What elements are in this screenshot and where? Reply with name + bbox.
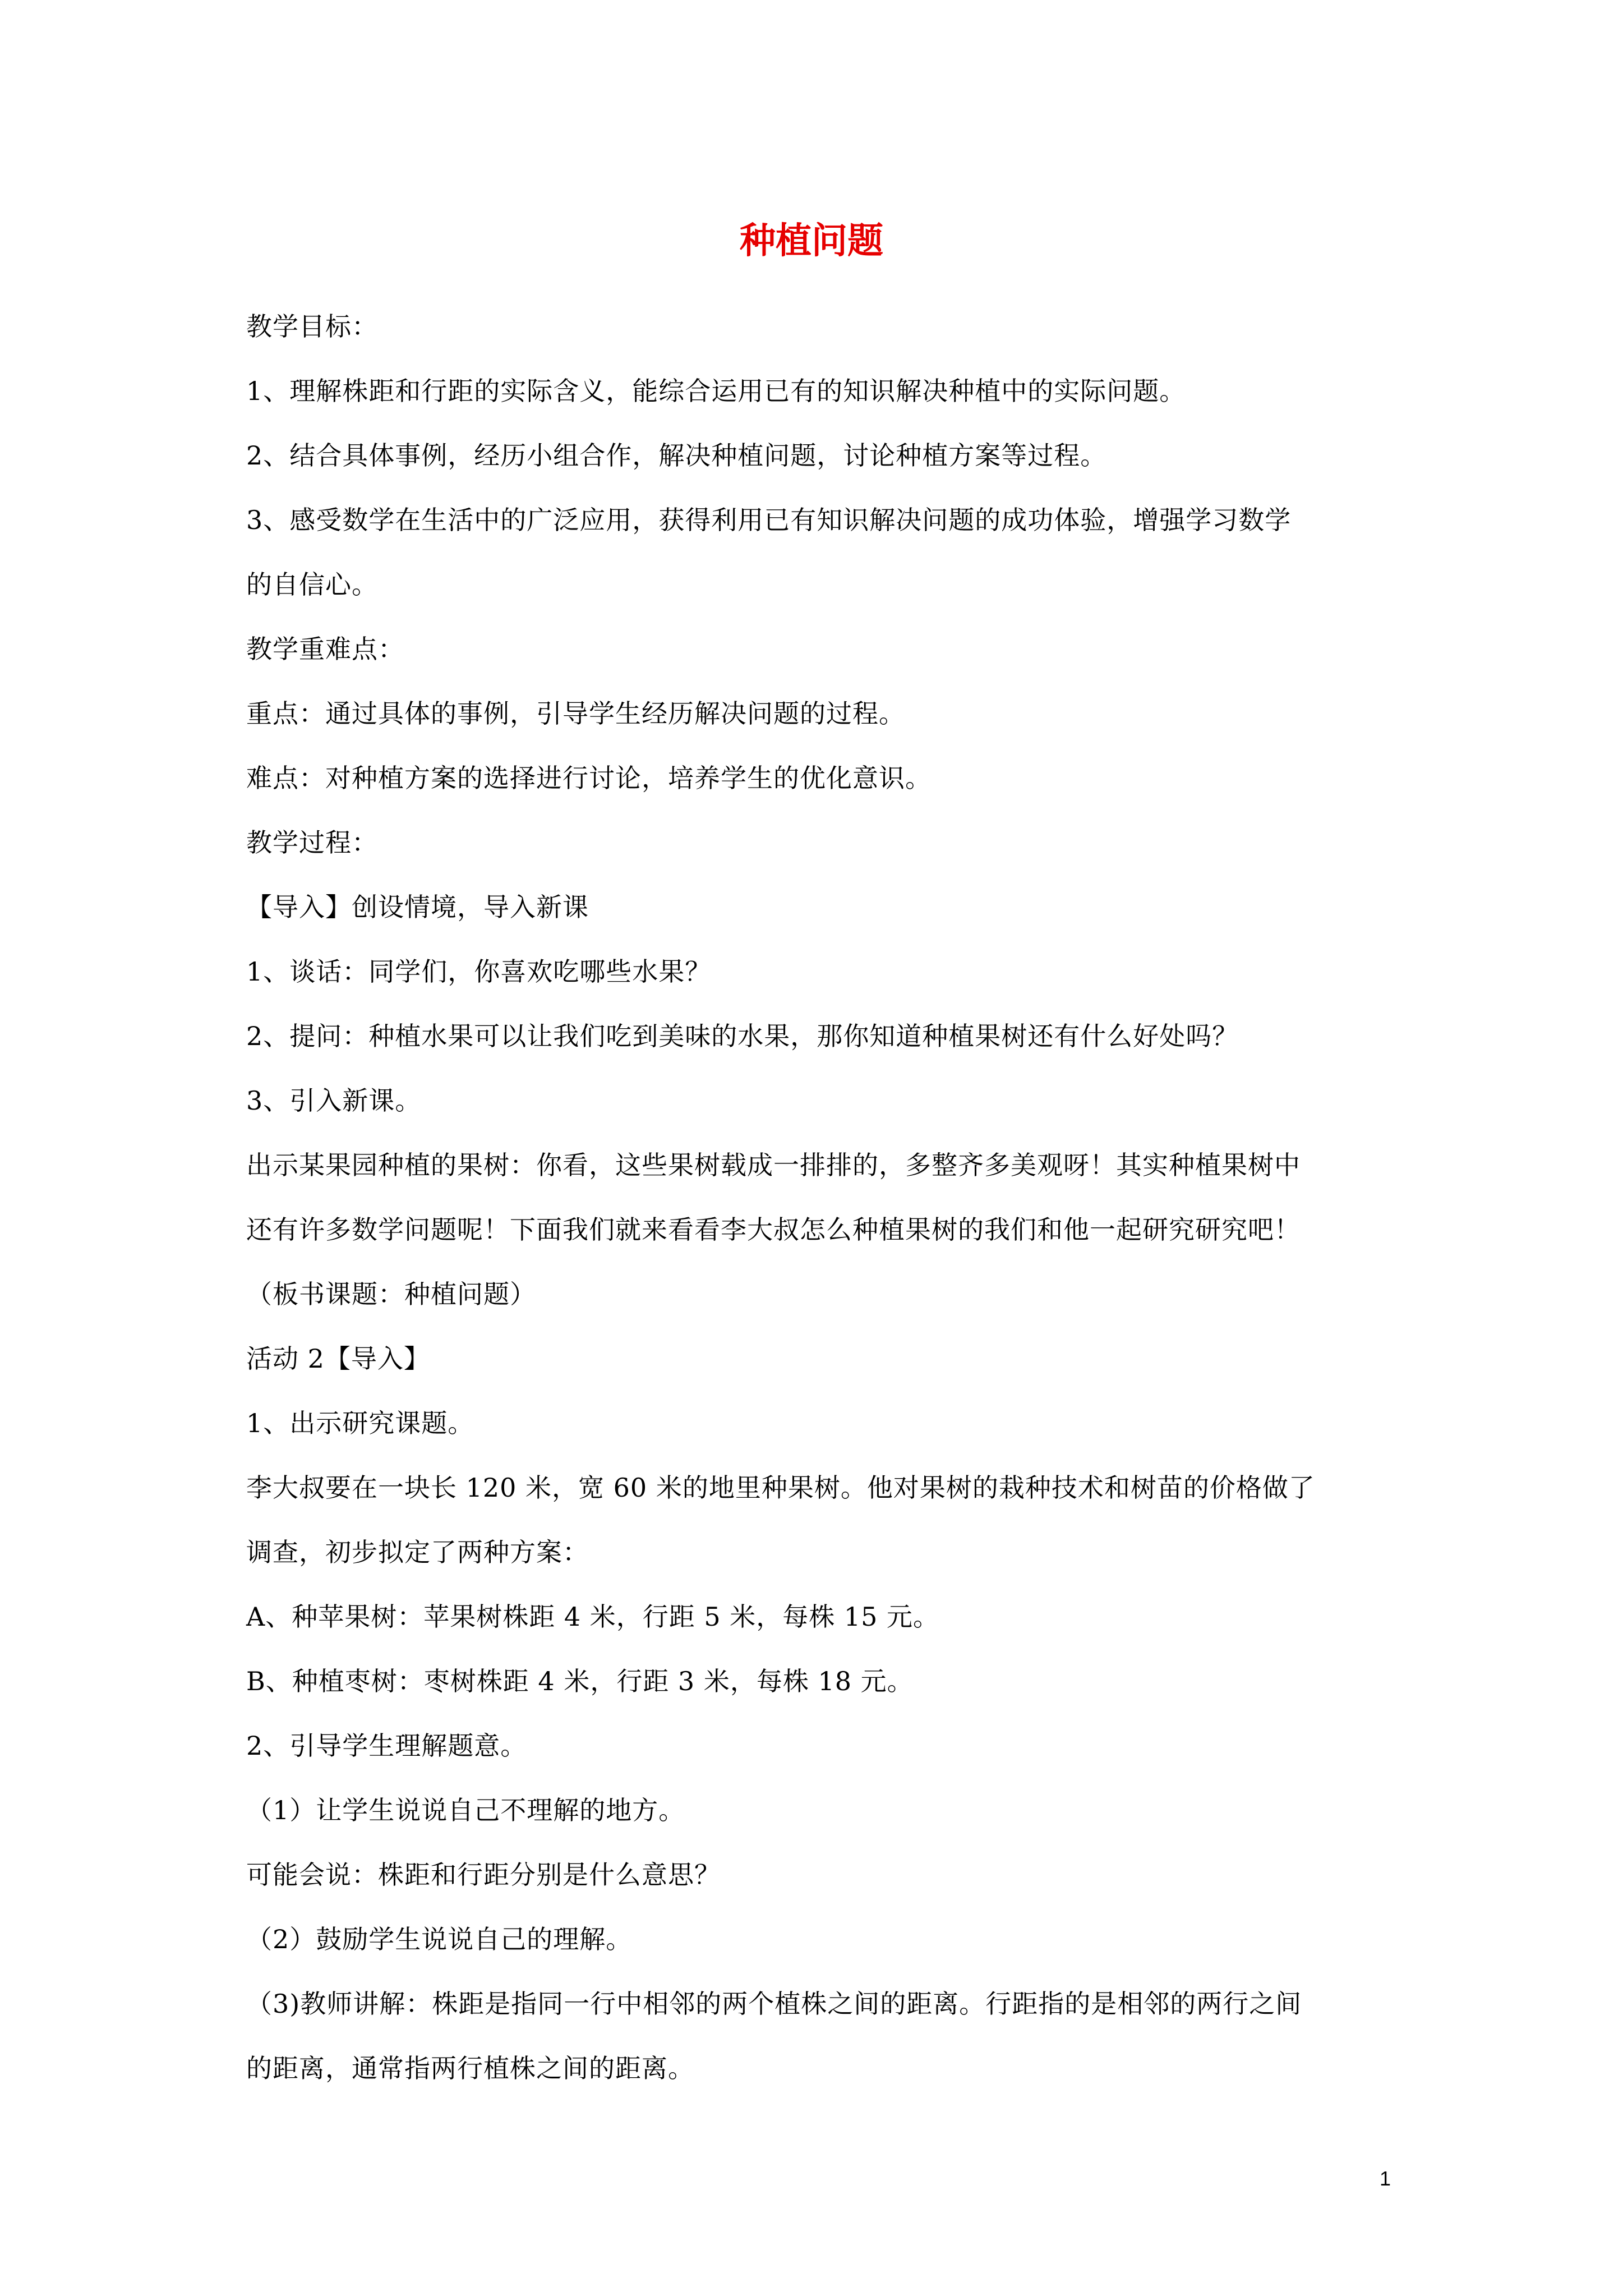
body-text bbox=[246, 295, 1390, 2101]
paragraph-line: 教学重难点： bbox=[246, 634, 404, 664]
paragraph-line: 的距离，通常指两行植株之间的距离。 bbox=[246, 2053, 694, 2083]
paragraph-line: 难点：对种植方案的选择进行讨论，培养学生的优化意识。 bbox=[246, 763, 932, 793]
paragraph-line: 1、理解株距和行距的实际含义，能综合运用已有的知识解决种植中的实际问题。 bbox=[246, 376, 1186, 406]
paragraph-line: 活动 2【导入】 bbox=[246, 1343, 430, 1374]
paragraph-line: 2、提问：种植水果可以让我们吃到美味的水果，那你知道种植果树还有什么好处吗？ bbox=[246, 1021, 1239, 1051]
paragraph-line: 3、感受数学在生活中的广泛应用，获得利用已有知识解决问题的成功体验，增强学习数学 bbox=[246, 505, 1292, 535]
paragraph-line: 1、谈话：同学们，你喜欢吃哪些水果？ bbox=[246, 956, 712, 987]
paragraph-line: 【导入】创设情境，导入新课 bbox=[246, 892, 589, 922]
paragraph-line: 可能会说：株距和行距分别是什么意思？ bbox=[246, 1860, 721, 1890]
paragraph-line: （3)教师讲解：株距是指同一行中相邻的两个植株之间的距离。行距指的是相邻的两行之间 bbox=[246, 1989, 1302, 2019]
paragraph-line: 还有许多数学问题呢！下面我们就来看看李大叔怎么种植果树的我们和他一起研究研究吧！ bbox=[246, 1214, 1301, 1245]
paragraph-line: 重点：通过具体的事例，引导学生经历解决问题的过程。 bbox=[246, 698, 905, 729]
paragraph-line: 2、结合具体事例，经历小组合作，解决种植问题，讨论种植方案等过程。 bbox=[246, 440, 1107, 471]
paragraph-line: 教学过程： bbox=[246, 827, 378, 858]
paragraph-line: B、种植枣树：枣树株距 4 米，行距 3 米，每株 18 元。 bbox=[246, 1666, 914, 1696]
paragraph-line: 李大叔要在一块长 120 米，宽 60 米的地里种果树。他对果树的栽种技术和树苗的价格做了 bbox=[246, 1473, 1315, 1503]
paragraph-line: （板书课题：种植问题） bbox=[246, 1279, 536, 1309]
paragraph-line: 教学目标： bbox=[246, 311, 378, 342]
page-number: 1 bbox=[1379, 2167, 1391, 2190]
paragraph-line: （2）鼓励学生说说自己的理解。 bbox=[246, 1924, 633, 1954]
paragraph-line: 调查，初步拟定了两种方案： bbox=[246, 1537, 589, 1567]
paragraph-line: 2、引导学生理解题意。 bbox=[246, 1731, 527, 1761]
paragraph-line: 3、引入新课。 bbox=[246, 1085, 422, 1116]
page-title: 种植问题 bbox=[740, 220, 883, 262]
paragraph-line: （1）让学生说说自己不理解的地方。 bbox=[246, 1795, 685, 1825]
paragraph-line: A、种苹果树：苹果树株距 4 米，行距 5 米，每株 15 元。 bbox=[246, 1602, 940, 1632]
paragraph-line: 出示某果园种植的果树：你看，这些果树载成一排排的，多整齐多美观呀！其实种植果树中 bbox=[246, 1150, 1301, 1180]
paragraph-line: 1、出示研究课题。 bbox=[246, 1408, 474, 1438]
paragraph-line: 的自信心。 bbox=[246, 569, 378, 600]
